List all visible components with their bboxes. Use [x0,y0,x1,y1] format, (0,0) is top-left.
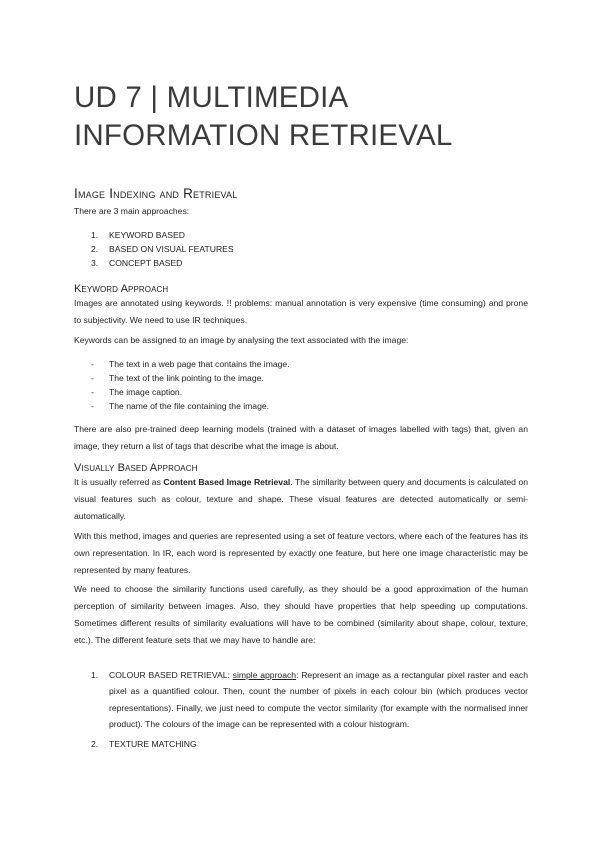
list-text [109,667,528,733]
list-number: 3. [91,258,99,268]
feature-label: COLOUR BASED RETRIEVAL: [109,670,233,680]
underlined-term: simple approach [232,670,297,680]
visual-paragraph-1 [74,474,528,525]
list-number: 2. [91,244,99,254]
list-number: 1. [91,230,99,240]
feature-description: : Represent an image as a rectangular pixel raster and each pixel as a quantified colour. Then, count the number of pixels in each colour bin (which produces vector representations). Finally, we just need to compute the vector similarity (for example with the normalised inner product). The colours of the image can be represented with a colour histogram. [109,670,529,730]
list-bullet: - [91,387,94,397]
title-line-1: UD 7 | MULTIMEDIA [74,81,349,114]
list-text: The text of the link pointing to the image. [109,373,264,383]
list-number: 1. [91,670,99,680]
list-text: The image caption. [109,387,183,397]
visual-paragraph-3: We need to choose the similarity functions used carefully, as they should be a good approximation of the human perception of similarity between images. Also, they should have properties that help speeding up computations. Sometimes different results of similarity evaluations will have to be combined (similarity about shape, colour, texture, etc.). The different feature sets that we may have to handle are: [74,584,528,645]
list-text: BASED ON VISUAL FEATURES [109,244,234,254]
visual-paragraph-2: With this method, images and queries are represented using a set of feature vectors, where each of the features has its own representation. In IR, each word is represented by exactly one feature, but here one image characteristic may be represented by many features. [74,531,528,575]
paragraph-text: . The similarity between query and documents is calculated on visual features such as colour, texture and shape. These visual features are detected automatically or semi-automatically. [74,477,528,521]
heading-visually-based-approach: Visually Based Approach [74,462,198,474]
keyword-paragraph-2: Keywords can be assigned to an image by analysing the text associated with the image: [74,335,409,345]
list-text: TEXTURE MATCHING [109,739,197,749]
list-bullet: - [91,401,94,411]
list-number: 2. [91,739,99,749]
title-line-2: INFORMATION RETRIEVAL [74,119,453,152]
list-text: KEYWORD BASED [109,230,185,240]
keyword-paragraph-1: Images are annotated using keywords. !! problems: manual annotation is very expensive (time consuming) and prone to subjectivity. We need to use IR techniques. [74,298,528,325]
keyword-paragraph-3: There are also pre-trained deep learning models (trained with a dataset of images labelled with tags) that, given an image, they return a list of tags that describe what the image is about. [74,424,528,451]
list-bullet: - [91,359,94,369]
heading-keyword-approach: Keyword Approach [74,283,169,295]
list-text: The name of the file containing the image. [109,401,270,411]
bold-term-cbir: Content Based Image Retrieval [163,477,291,487]
list-text: CONCEPT BASED [109,258,183,268]
paragraph-text: It is usually referred as [74,477,164,487]
document-title [74,79,534,155]
heading-image-indexing: Image Indexing and Retrieval [74,186,238,201]
list-text: The text in a web page that contains the image. [109,359,290,369]
list-bullet: - [91,373,94,383]
approaches-intro: There are 3 main approaches: [74,206,190,216]
